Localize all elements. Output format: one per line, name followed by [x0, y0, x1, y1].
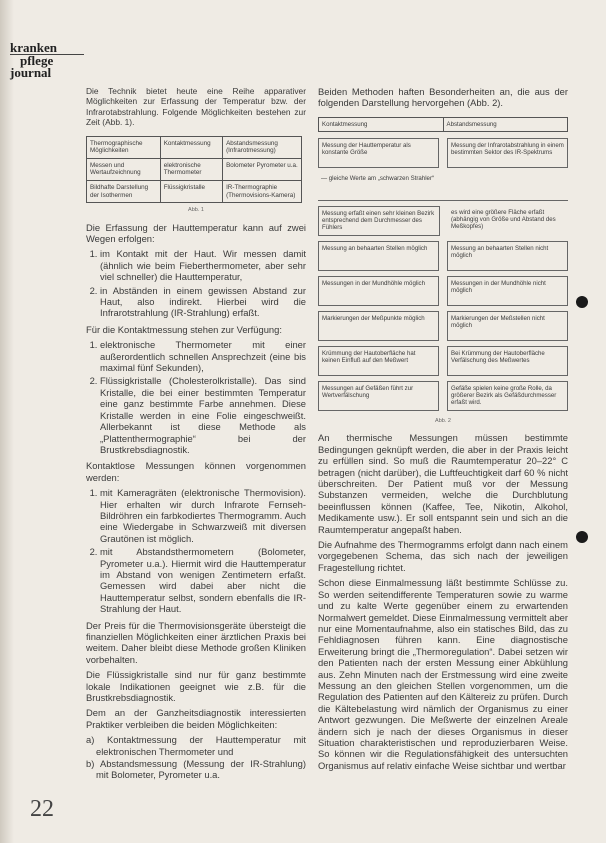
list-item: 2. in Abständen in einem gewissen Abstand zur Haut, also indirekt. Hierbei wird die Infrarotstrahlung (IR-Strahlung) erfaßt.	[100, 285, 306, 319]
right-intro: Beiden Methoden haften Besonderheiten an, die aus der folgenden Darstellung hervorgehen (Abb. 2).	[318, 86, 568, 109]
table-cell: Bolometer Pyrometer u.a.	[223, 158, 302, 180]
list-practitioner-options	[86, 734, 306, 781]
table-cell: Messung an behaarten Stellen möglich	[318, 241, 439, 271]
list-item: 2. mit Abstandsthermometern (Bolometer, Pyrometer u.a.). Hiermit wird die Hauttemperatur im Abstand von wenigen Zentimetern erfaßt. Gemessen wird dabei aber nicht die Hauttemperatur selbst, sondern ebenfalls die IR-Strahlung der Haut.	[100, 546, 306, 614]
table-cell: Messung an behaarten Stellen nicht möglich	[447, 241, 568, 271]
table-note-row	[318, 173, 568, 201]
figure-caption-1: Abb. 1	[188, 207, 204, 214]
list-contact-methods	[86, 339, 306, 455]
figure-caption-2: Abb. 2	[435, 418, 451, 425]
binder-hole-bottom	[576, 531, 588, 543]
page-number: 22	[30, 796, 54, 822]
table-cell: Messen und Wertaufzeichnung	[87, 158, 161, 180]
table-cell: elektronische Thermometer	[160, 158, 222, 180]
binder-hole-top	[576, 296, 588, 308]
left-paragraph-6: Dem an der Ganzheitsdiagnostik interessierten Praktiker verbleiben die beiden Möglichkeiten:	[86, 707, 306, 730]
left-paragraph-5: Die Flüssigkristalle sind nur für ganz bestimmte lokale Indikationen geeignet wie z.B. für die Brustkrebsdiagnostik.	[86, 669, 306, 704]
table-cell: Messung erfaßt einen sehr kleinen Bezirk entsprechend dem Durchmesser des Fühlers	[318, 206, 440, 236]
table-thermography-options	[86, 136, 302, 204]
table-row	[318, 241, 568, 271]
list-measurement-ways	[86, 248, 306, 318]
table-row	[318, 381, 568, 411]
table-header-cell: Kontaktmessung	[322, 120, 368, 128]
logo-line-pflege: pflege	[10, 54, 84, 67]
right-column	[318, 86, 568, 775]
table-cell: Messungen in der Mundhöhle nicht möglich	[447, 276, 568, 306]
table-cell: Messung der Infrarotabstrahlung in einem bestimmten Sektor des IR-Spektrums	[447, 138, 568, 168]
table-cell: es wird eine größere Fläche erfaßt (abhängig von Größe und Abstand des Meßkopfes)	[451, 209, 556, 231]
page-edge-shadow	[0, 0, 14, 843]
left-paragraph-1: Die Erfassung der Hauttemperatur kann auf zwei Wegen erfolgen:	[86, 221, 306, 244]
table-row	[87, 136, 302, 158]
right-paragraph-3: Schon diese Einmalmessung läßt bestimmte Schlüsse zu. So werden seitendifferente Temperaturen sowie zu warme und zu kalte Werte gegenüber einem zu erwartenden Normalwert gemeldet. Diese Einmalmessung vermittelt aber nur eine Momentaufnahme, also ein statisches Bild, das zu Fehldiagnosen führen kann. Eine diagnostische Erweiterung bringt die „Thermoregulation“. Dabei setzen wir den Patienten nach der ersten Messung einer Abkühlung aus. Zehn Minuten nach der Erstmessung wird eine zweite Messung an den gleichen Stellen vorgenommen, um die Regulation des Patienten auf den Kältereiz zu prüfen. Durch die Kältebelastung wird nämlich der Organismus zu einer Antwort gezwungen. Die Meßwerte der einzelnen Areale ändern sich je nach der dieses Organismus in dieser Situation charakteristischen und reproduzierbaren Weise. So können wir die Regulationsfähigkeit des untersuchten Organismus auf relativ einfache Weise sichtbar und wertbar	[318, 577, 568, 771]
right-paragraph-1: An thermische Messungen müssen bestimmte Bedingungen geknüpft werden, die aber in der Praxis leicht zu erfüllen sind. So muß die Raumtemperatur 20–22° C betragen (nicht darüber), die Luftfeuchtigkeit darf 60 % nicht überschreiten. Der Patient muß vor der Messung Substanzen vermeiden, welche die Durchblutung beeinflussen können (Kaffee, Tee, Nikotin, Alkohol, Medikamente usw.). Er soll entspannt sein und sich an die Raumtemperatur angepaßt haben.	[318, 432, 568, 535]
table-cell: Messung der Hauttemperatur als konstante Größe	[318, 138, 439, 168]
logo-line-journal: journal	[10, 65, 52, 80]
table-row	[318, 276, 568, 306]
left-intro: Die Technik bietet heute eine Reihe apparativer Möglichkeiten zur Erfassung der Temperatur bzw. der Infrarotabstrahlung. Folgende Möglichkeiten bestehen zur Zeit (Abb. 1).	[86, 86, 306, 128]
table-cell: Markierungen der Meßstellen nicht möglich	[447, 311, 568, 341]
left-column	[86, 86, 306, 786]
table-cell: Kontaktmessung	[160, 136, 222, 158]
table-row	[318, 138, 568, 168]
list-item: b) Abstandsmessung (Messung der IR-Strahlung) mit Bolometer, Pyrometer u.a.	[86, 758, 306, 781]
list-item: 2. Flüssigkristalle (Cholesterolkristalle). Das sind Kristalle, die bei einer bestimmten Temperatur eine ganz bestimmte Farbe annehmen. Diese Kristalle werden in eine Folie eingeschweißt. Allerbekannt ist diese Methode als „Plattenthermographie“ bei der Brustkrebsdiagnostik.	[100, 375, 306, 455]
list-item: 1. mit Kameragräten (elektronische Thermovision). Hier erhalten wir durch Infrarote Fernseh-Bildröhren ein farbkodiertes Thermogramm. Auch eine Wiedergabe in Schwarzweiß mit diversen Grautönen ist möglich.	[100, 487, 306, 544]
table-cell: Abstandsmessung (Infrarotmessung)	[223, 136, 302, 158]
table-cell: Thermographische Möglichkeiten	[87, 136, 161, 158]
right-paragraph-2: Die Aufnahme des Thermogramms erfolgt dann nach einem vorgegebenen Schema, das sich nach der jeweiligen Fragestellung richtet.	[318, 539, 568, 573]
table-cell: Flüssigkristalle	[160, 181, 222, 203]
table-header-cell: Abstandsmessung	[443, 118, 568, 131]
list-item: 1. elektronische Thermometer mit einer außerordentlich schnellen Ansprechzeit (eine bis maximal fünf Sekunden),	[100, 339, 306, 373]
table-cell: Bei Krümmung der Hautoberfläche Verfälschung des Meßwertes	[447, 346, 568, 376]
table-cell: Messungen auf Gefäßen führt zur Wertverfälschung	[318, 381, 439, 411]
table-row	[318, 346, 568, 376]
table-row	[318, 206, 568, 236]
table-header	[318, 117, 568, 132]
table-cell: Krümmung der Hautoberfläche hat keinen Einfluß auf den Meßwert	[318, 346, 439, 376]
left-paragraph-2: Für die Kontaktmessung stehen zur Verfügung:	[86, 323, 282, 335]
table-cell: Markierungen der Meßpunkte möglich	[318, 311, 439, 341]
left-paragraph-4: Der Preis für die Thermovisionsgeräte übersteigt die finanziellen Möglichkeiten einer ärztlichen Praxis bei weitem. Daher bleibt diese Methode großen Kliniken vorbehalten.	[86, 619, 306, 665]
list-item: 1. im Kontakt mit der Haut. Wir messen damit (ähnlich wie beim Fieberthermometer, aber sehr viel schneller) die Hauttemperatur,	[100, 248, 306, 282]
list-contactless-methods	[86, 487, 306, 614]
table-row	[87, 181, 302, 203]
list-item: a) Kontaktmessung der Hauttemperatur mit elektronischen Thermometer und	[86, 734, 306, 757]
table-cell: Messungen in der Mundhöhle möglich	[318, 276, 439, 306]
table-cell: Gefäße spielen keine große Rolle, da größerer Bezirk als Gefäßdurchmesser erfaßt wird.	[447, 381, 568, 411]
table-comparison	[318, 117, 568, 411]
logo-line-kranken: kranken	[10, 40, 57, 55]
journal-logo	[10, 42, 84, 79]
table-row	[318, 311, 568, 341]
table-cell: Bildhafte Darstellung der Isothermen	[87, 181, 161, 203]
table-note: — gleiche Werte am „schwarzen Strahler“	[318, 173, 568, 201]
table-row	[87, 158, 302, 180]
table-cell: IR-Thermographie (Thermovisions-Kamera)	[223, 181, 302, 203]
left-paragraph-3: Kontaktlose Messungen können vorgenommen werden:	[86, 460, 306, 483]
